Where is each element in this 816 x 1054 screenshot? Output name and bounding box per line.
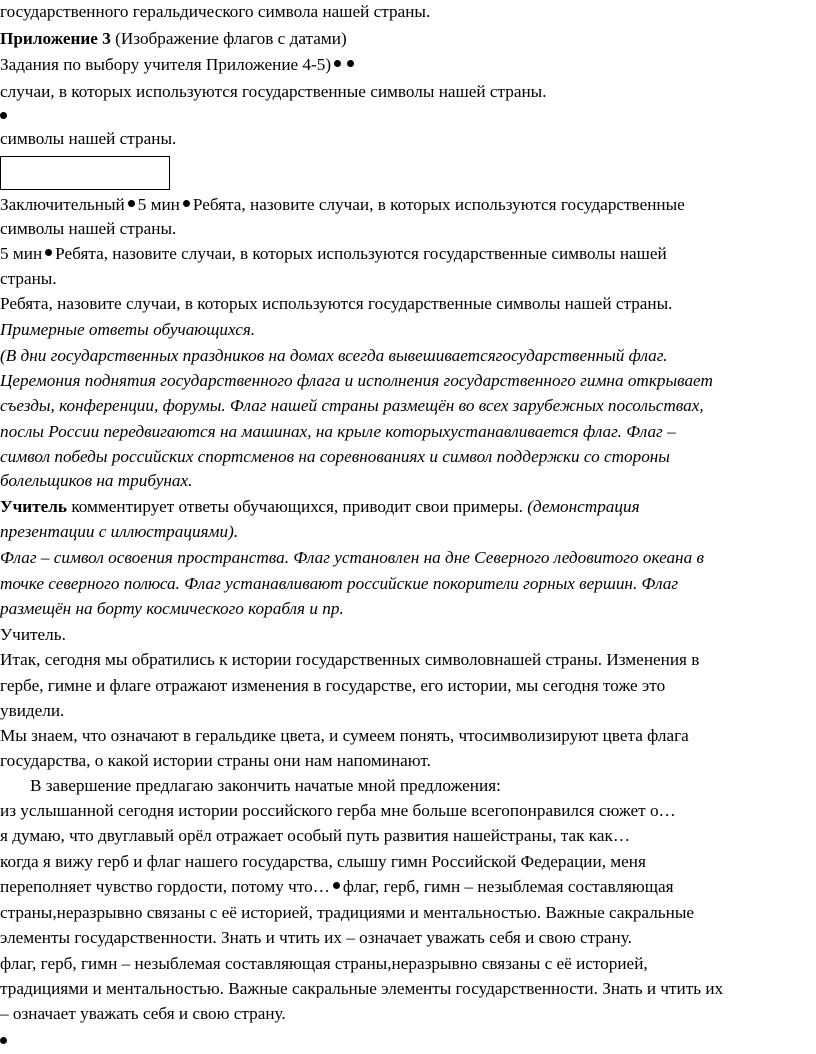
text-line: съезды, конференции, форумы. Флаг нашей страны размещён во всех зарубежных посольствах, [0,396,704,415]
text-line: флаг, герб, гимн – незыблемая составляющая страны,неразрывно связаны с её историей, [0,954,648,973]
text-line: презентации с иллюстрациями). [0,522,239,541]
bullet-icon [334,60,341,67]
text-line: гербе, гимне и флаге отражают изменения в государстве, его истории, мы сегодня тоже это [0,676,666,695]
text-line: элементы государственности. Знать и чтить их – означает уважать себя и свою страну. [0,928,632,947]
text-line: символы нашей страны. [0,219,177,238]
text-line: Мы знаем, что означают в геральдике цвета, и сумеем понять, чтосимволизируют цвета флага [0,726,689,745]
text-line: государства, о какой истории страны они нам напоминают. [0,751,431,770]
text-line: В завершение предлагаю закончить начатые мной предложения: [30,776,501,795]
text-line: – означает уважать себя и свою страну. [0,1004,286,1023]
text-line: символы нашей страны. [0,129,177,148]
text-line: Примерные ответы обучающихся. [0,320,256,339]
text-line: случаи, в которых используются государственные символы нашей страны. [0,82,547,101]
text-line: когда я вижу герб и флаг нашего государства, слышу гимн Российской Федерации, меня [0,852,646,871]
text-line [0,56,357,73]
stage-task: Ребята, назовите случаи, в которых используются государственные [192,195,685,214]
teacher-text: комментирует ответы обучающихся, приводит свои примеры. [67,497,523,516]
text-line [0,196,685,213]
bullet-icon [0,112,7,119]
text-line: увидели. [0,701,65,720]
bullet-icon [183,200,190,207]
task-text: Задания по выбору учителя Приложение 4-5) [0,55,332,74]
bullet-icon [128,200,135,207]
text-line: (В дни государственных праздников на домах всегда вывешиваетсягосударственный флаг. [0,346,668,365]
text-line [0,108,10,125]
text-line: болельщиков на трибунах. [0,471,193,490]
bullet-icon [45,249,52,256]
text-line: размещён на борту космического корабля и пр. [0,599,344,618]
bullet-icon [333,882,340,889]
bullet-icon [347,60,354,67]
teacher-note: (демонстрация [522,497,640,516]
stage-task: Ребята, назовите случаи, в которых используются государственные символы нашей [55,244,667,263]
sentence-part: переполняет чувство гордости, потому что… [0,877,330,896]
bullet-icon [0,1037,7,1044]
text-line: Учитель. [0,625,66,644]
text-line: из услышанной сегодня истории российского герба мне больше всегопонравился сюжет о… [0,801,676,820]
duration-label: 5 мин [0,244,43,263]
text-line: традициями и ментальностью. Важные сакральные элементы государственности. Знать и чтить их [0,979,724,998]
text-line: Флаг – символ освоения пространства. Флаг установлен на дне Северного ледовитого океана в [0,548,704,567]
text-line: страны,неразрывно связаны с её историей, традициями и ментальностью. Важные сакральные [0,903,695,922]
text-line: государственного геральдического символа нашей страны. [0,2,431,21]
text-line: страны. [0,269,57,288]
duration-label: 5 мин [137,195,180,214]
sentence-part: флаг, герб, гимн – незыблемая составляющая [342,877,674,896]
text-line: послы России передвигаются на машинах, на крыле которыхустанавливается флаг. Флаг – [0,422,676,441]
stage-label: Заключительный [0,195,125,214]
text-line [0,245,667,262]
text-line [0,878,674,895]
text-line: точке северного полюса. Флаг устанавливают российские покорители горных вершин. Флаг [0,574,679,593]
text-line [0,30,347,47]
text-line: Итак, сегодня мы обратились к истории государственных символовнашей страны. Изменения в [0,650,700,669]
empty-table-cell [0,156,170,190]
text-line [0,498,640,515]
text-line: символ победы российских спортсменов на соревнованиях и символ поддержки со стороны [0,447,670,466]
text-line: Церемония поднятия государственного флага и исполнения государственного гимна открывает [0,371,713,390]
text-line: Ребята, назовите случаи, в которых используются государственные символы нашей страны. [0,294,673,313]
text-line: я думаю, что двуглавый орёл отражает особый путь развития нашейстраны, так как… [0,826,631,845]
appendix-heading: Приложение 3 [0,29,111,48]
text-line [0,1033,10,1050]
appendix-caption: (Изображение флагов с датами) [110,29,347,48]
teacher-label: Учитель [0,497,68,516]
